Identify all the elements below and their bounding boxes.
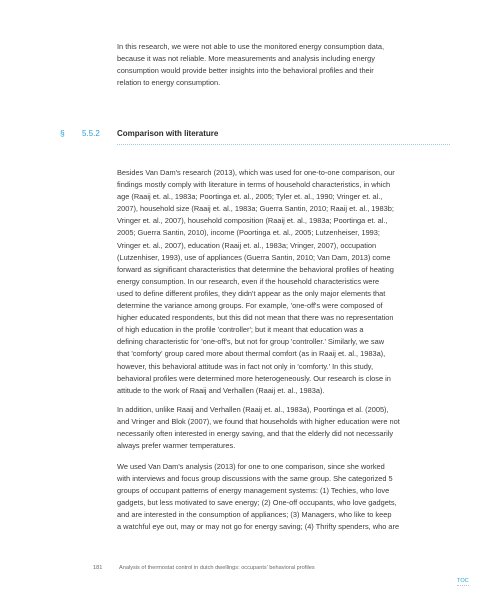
section-title: Comparison with literature (117, 129, 219, 138)
section-number: 5.5.2 (82, 129, 100, 138)
section-heading (60, 128, 450, 148)
running-title: Analysis of thermostat control in dutch dwellings: occupants' behavioral profiles (119, 565, 315, 571)
paragraph-comparison: Besides Van Dam's research (2013), which was used for one-to-one comparison, our findings mostly comply with literature in terms of household characteristics, in which age (Raaij et. al., 1983a; Poortinga et. al., 2005; Tyler et. al., 1990; Vringer et. al., 2007), household size (Raaij et. al., 1983a; Guerra Santin, 2010; Raaij et. al., 1983b; Vringer et. al., 2007), household composition (Raaij et. al., 1983a; Poortinga et. al., 2005; Guerra Santin, 2010), income (Poortinga et. al., 2005; Lutzenheiser, 1993; Vringer et. al., 2007), education (Raaij et. al., 1983a; Vringer, 2007), occupation (Lutzenhiser, 1993), use of appliances (Guerra Santin, 2010; Van Dam, 2013) come forward as significant characteristics that determine the behavioral profiles of heating energy consumption. In our research, even if the household characteristics were used to define different profiles, they didn't appear as the only major elements that determine the variance among groups. For example, 'one-off's were composed of higher educated respondents, but this did not mean that there was no representation of high education in the profile 'controller'; but it meant that education was a defining characteristic for 'one-off's, but not for group 'controller.' Similarly, we saw that 'comforty' group cared more about thermal comfort (as in Raaij et. al., 1983a), however, this behavioral attitude was in fact not only in 'comforty.' In this study, behavioral profiles were determined more heterogeneously. Our research is close in attitude to the work of Raaij and Verhallen (Raaij et. al., 1983a). (117, 168, 395, 395)
paragraph-intro: In this research, we were not able to use the monitored energy consumption data, because it was not reliable. More measurements and analysis including energy consumption would provide better insights into the behavioral profiles and their relation to energy consumption. (117, 42, 385, 88)
toc-link[interactable]: TOC (457, 578, 469, 584)
section-symbol: § (60, 128, 65, 138)
paragraph-van-dam: We used Van Dam's analysis (2013) for one to one comparison, since she worked with interviews and focus group discussions with the same group. She categorized 5 groups of occupant patterns of energy management systems: (1) Techies, who love gadgets, but less motivated to save energy; (2) One-off occupants, who love gadgets, and are interested in the consumption of appliances; (3) Managers, who like to keep a watchful eye out, may or may not go for energy saving; (4) Thrifty spenders, who are (117, 462, 400, 532)
page-number: 181 (93, 565, 103, 571)
paragraph-addition: In addition, unlike Raaij and Verhallen (Raaij et. al., 1983a), Poortinga et al. (2005), and Vringer and Blok (2007), we found that households with higher education were not necessarily often interested in energy saving, and that the elderly did not necessarily always prefer warmer temperatures. (117, 405, 400, 451)
section-divider (117, 144, 450, 145)
